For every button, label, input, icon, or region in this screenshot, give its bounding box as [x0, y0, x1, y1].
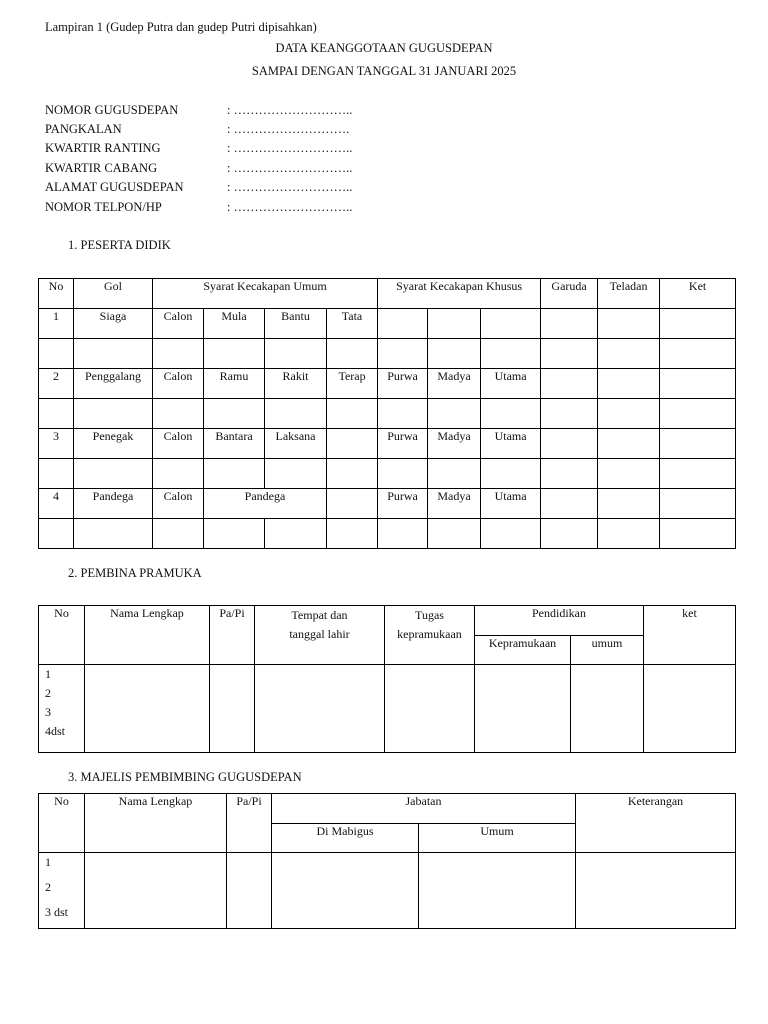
- table-row-blank: [39, 339, 736, 369]
- cell-khusus: [481, 309, 541, 339]
- cell-umum: Calon: [153, 489, 204, 519]
- header-no: No: [39, 794, 85, 853]
- pembina-table: [38, 605, 736, 753]
- cell-umum: Calon: [153, 429, 204, 459]
- header-umum: umum: [571, 636, 644, 665]
- header-jabatan: Jabatan: [272, 794, 576, 824]
- header-di-mabigus: Di Mabigus: [272, 824, 419, 853]
- cell-no: 3: [39, 429, 74, 459]
- row-number: 2: [45, 686, 51, 700]
- table-row-blank: [39, 519, 736, 549]
- cell-khusus: [428, 309, 481, 339]
- table-row: [39, 489, 736, 519]
- peserta-didik-table: [38, 278, 736, 549]
- field-value: : ………………………..: [227, 161, 353, 175]
- table-row: [39, 665, 736, 753]
- cell-gol: Penggalang: [74, 369, 153, 399]
- header-ttl-line1: Tempat dan: [291, 608, 348, 622]
- cell-garuda: [541, 429, 598, 459]
- table-row: [39, 429, 736, 459]
- table-row: [39, 369, 736, 399]
- row-numbers: [39, 853, 85, 929]
- cell-no: 2: [39, 369, 74, 399]
- table-row-blank: [39, 399, 736, 429]
- cell-ket: [660, 489, 736, 519]
- cell-umum: Rakit: [265, 369, 327, 399]
- header-pendidikan: Pendidikan: [475, 606, 644, 636]
- row-number: 1: [45, 855, 51, 869]
- cell-ket: [660, 369, 736, 399]
- row-numbers: [39, 665, 85, 753]
- cell-umum: Bantu: [265, 309, 327, 339]
- cell-umum: [327, 429, 378, 459]
- field-value: : ………………………..: [227, 141, 353, 155]
- header-ttl-line2: tanggal lahir: [289, 627, 350, 641]
- cell-khusus: [378, 309, 428, 339]
- header-pa-pi: Pa/Pi: [227, 794, 272, 853]
- cell-teladan: [598, 489, 660, 519]
- field-value: : ………………………..: [227, 180, 353, 194]
- cell-umum: Laksana: [265, 429, 327, 459]
- header-ket: ket: [644, 606, 736, 665]
- row-number: 3: [45, 705, 51, 719]
- table-row: [39, 309, 736, 339]
- header-garuda: Garuda: [541, 279, 598, 309]
- header-tugas-line2: kepramukaan: [397, 627, 462, 641]
- header-tugas-kepramukaan: [385, 606, 475, 665]
- field-value: : ………………………..: [227, 200, 353, 214]
- field-label: ALAMAT GUGUSDEPAN: [45, 180, 184, 194]
- cell-umum: Mula: [204, 309, 265, 339]
- cell-no: 4: [39, 489, 74, 519]
- cell-umum: Pandega: [204, 489, 327, 519]
- header-no: No: [39, 279, 74, 309]
- cell-gol: Pandega: [74, 489, 153, 519]
- cell-umum: Terap: [327, 369, 378, 399]
- cell-umum: Bantara: [204, 429, 265, 459]
- cell-khusus: Utama: [481, 489, 541, 519]
- cell-khusus: Madya: [428, 489, 481, 519]
- cell-khusus: Utama: [481, 429, 541, 459]
- header-umum: Umum: [419, 824, 576, 853]
- header-syarat-khusus: Syarat Kecakapan Khusus: [378, 279, 541, 309]
- cell-umum: Ramu: [204, 369, 265, 399]
- cell-teladan: [598, 369, 660, 399]
- lampiran-note: Lampiran 1 (Gudep Putra dan gudep Putri dipisahkan): [45, 20, 317, 34]
- header-keterangan: Keterangan: [576, 794, 736, 853]
- cell-garuda: [541, 369, 598, 399]
- header-tempat-tanggal-lahir: [255, 606, 385, 665]
- cell-umum: Tata: [327, 309, 378, 339]
- cell-teladan: [598, 309, 660, 339]
- cell-ket: [660, 429, 736, 459]
- field-value: : ……………………….: [227, 122, 350, 136]
- cell-khusus: Purwa: [378, 489, 428, 519]
- cell-khusus: Utama: [481, 369, 541, 399]
- header-ket: Ket: [660, 279, 736, 309]
- cell-khusus: Purwa: [378, 369, 428, 399]
- section-heading-majelis: 3. MAJELIS PEMBIMBING GUGUSDEPAN: [68, 770, 302, 784]
- cell-umum: Calon: [153, 369, 204, 399]
- cell-garuda: [541, 489, 598, 519]
- field-value: : ………………………..: [227, 103, 353, 117]
- table-row: [39, 853, 736, 929]
- cell-garuda: [541, 309, 598, 339]
- cell-ket: [660, 309, 736, 339]
- cell-gol: Siaga: [74, 309, 153, 339]
- header-no: No: [39, 606, 85, 665]
- cell-no: 1: [39, 309, 74, 339]
- field-label: NOMOR TELPON/HP: [45, 200, 162, 214]
- header-gol: Gol: [74, 279, 153, 309]
- field-label: NOMOR GUGUSDEPAN: [45, 103, 179, 117]
- header-nama-lengkap: Nama Lengkap: [85, 606, 210, 665]
- header-teladan: Teladan: [598, 279, 660, 309]
- header-pa-pi: Pa/Pi: [210, 606, 255, 665]
- field-label: KWARTIR RANTING: [45, 141, 161, 155]
- document-title: DATA KEANGGOTAAN GUGUSDEPAN: [275, 41, 493, 55]
- field-label: PANGKALAN: [45, 122, 122, 136]
- majelis-table: [38, 793, 736, 929]
- cell-umum: Calon: [153, 309, 204, 339]
- row-number: 4dst: [45, 724, 66, 738]
- header-nama-lengkap: Nama Lengkap: [85, 794, 227, 853]
- document-subtitle: SAMPAI DENGAN TANGGAL 31 JANUARI 2025: [251, 64, 517, 78]
- cell-khusus: Madya: [428, 369, 481, 399]
- field-label: KWARTIR CABANG: [45, 161, 158, 175]
- header-tugas-line1: Tugas: [415, 608, 444, 622]
- header-kepramukaan: Kepramukaan: [475, 636, 571, 665]
- cell-teladan: [598, 429, 660, 459]
- row-number: 3 dst: [45, 905, 69, 919]
- section-heading-peserta-didik: 1. PESERTA DIDIK: [68, 238, 171, 252]
- cell-umum: [327, 489, 378, 519]
- header-syarat-umum: Syarat Kecakapan Umum: [153, 279, 378, 309]
- cell-gol: Penegak: [74, 429, 153, 459]
- section-heading-pembina: 2. PEMBINA PRAMUKA: [68, 566, 202, 580]
- table-row-blank: [39, 459, 736, 489]
- cell-khusus: Purwa: [378, 429, 428, 459]
- cell-khusus: Madya: [428, 429, 481, 459]
- row-number: 1: [45, 667, 51, 681]
- row-number: 2: [45, 880, 51, 894]
